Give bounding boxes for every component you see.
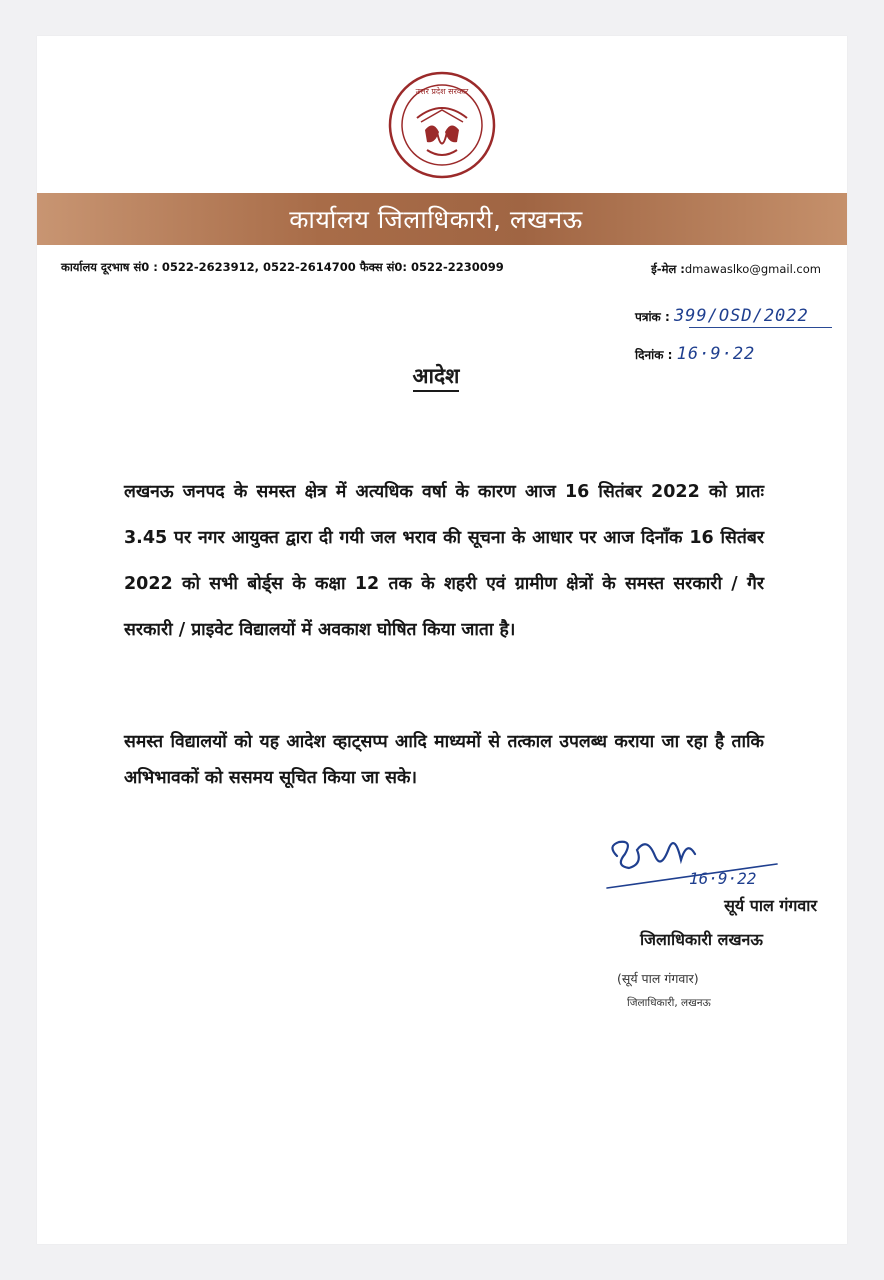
order-paragraph-2: [124, 724, 764, 796]
order-paragraph-2-text: समस्त विद्यालयों को यह आदेश व्हाट्सप्प आदि माध्यमों से तत्काल उपलब्ध कराया जा रहा है ताकि अभिभावकों को ससमय सूचित किया जा सके।: [124, 732, 764, 788]
order-paragraph-1: [124, 469, 764, 653]
letter-number-underline: [689, 327, 832, 328]
office-email-line: [651, 262, 821, 277]
up-government-emblem-icon: [387, 70, 497, 180]
letter-date-label: दिनांक :: [635, 348, 673, 362]
letter-date-value: 16·9·22: [676, 344, 756, 364]
office-title: कार्यालय जिलाधिकारी, लखनऊ: [289, 205, 583, 234]
letter-number-value: 399/OSD/2022: [673, 306, 809, 326]
signatory-designation: जिलाधिकारी लखनऊ: [639, 930, 763, 949]
email-label: ई-मेल :: [651, 262, 685, 276]
signature-scribble-icon: [577, 826, 817, 1016]
letter-date: [635, 344, 755, 364]
signatory-name: सूर्य पाल गंगवार: [724, 896, 817, 915]
letter-number: [635, 306, 809, 326]
office-phone-line: कार्यालय दूरभाष सं0 : 0522-2623912, 0522-2614700 फैक्स सं0: 0522-2230099: [61, 260, 504, 274]
letter-number-label: पत्रांक :: [635, 310, 670, 324]
order-paragraph-1-text: लखनऊ जनपद के समस्त क्षेत्र में अत्यधिक वर्षा के कारण आज 16 सितंबर 2022 को प्रातः 3.45 पर नगर आयुक्त द्वारा दी गयी जल भराव की सूचना के आधार पर आज दिनाँक 16 सितंबर 2022 को सभी बोर्ड्स के कक्षा 12 तक के शहरी एवं ग्रामीण क्षेत्रों के समस्त सरकारी / गैर सरकारी / प्राइवेट विद्यालयों में अवकाश घोषित किया जाता है।: [124, 482, 764, 640]
order-heading: [37, 362, 847, 390]
svg-text:उत्तर प्रदेश सरकार: उत्तर प्रदेश सरकार: [415, 87, 469, 96]
order-title: आदेश: [413, 364, 460, 392]
svg-text:16·9·22: 16·9·22: [689, 869, 757, 888]
stamp-designation: जिलाधिकारी, लखनऊ: [627, 997, 711, 1009]
letter-page: [37, 36, 847, 1244]
office-banner: [37, 193, 847, 245]
email-value: dmawaslko@gmail.com: [684, 262, 821, 276]
stamp-name: (सूर्य पाल गंगवार): [617, 971, 699, 986]
